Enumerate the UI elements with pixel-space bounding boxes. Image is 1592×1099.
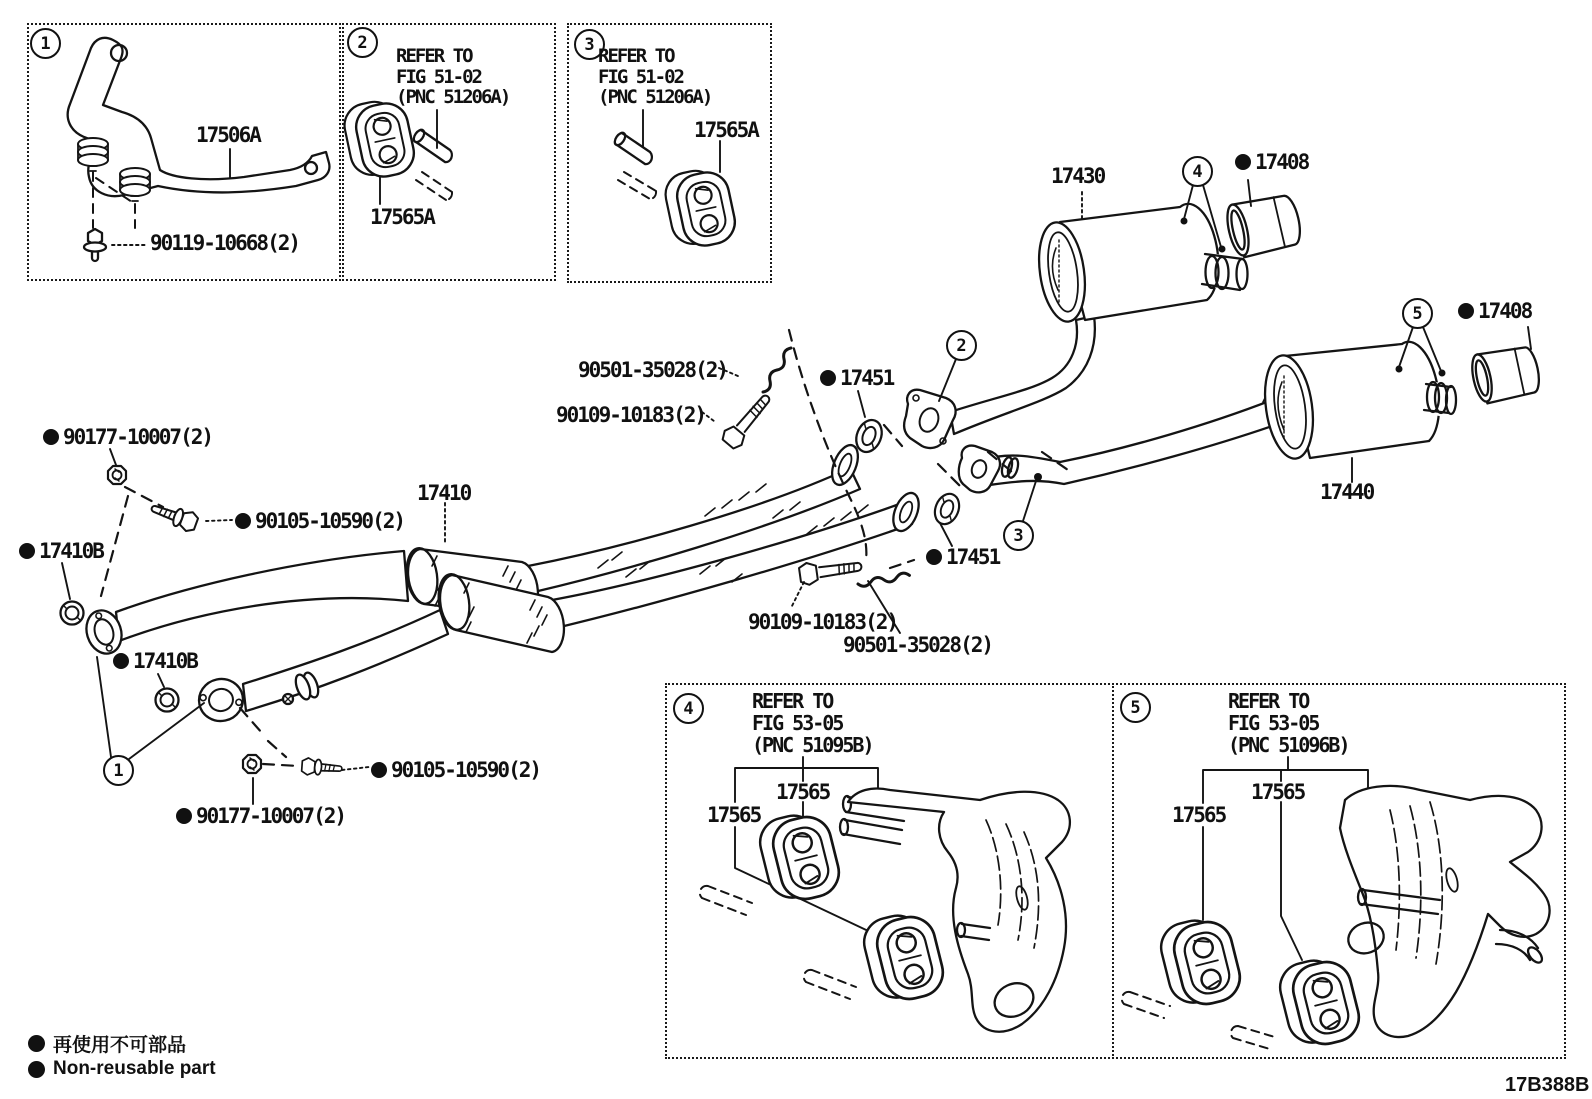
part-label-17506A[interactable]: 17506A (196, 123, 260, 147)
tailpipe-tip-17408-lower (1469, 343, 1543, 405)
callout-5-box[interactable]: 5 (1120, 692, 1151, 723)
non-reusable-dot (19, 543, 35, 559)
part-label-17565-box4-a[interactable]: 17565 (776, 780, 830, 804)
part-label-17565-box4-b[interactable]: 17565 (707, 803, 761, 827)
muffler-17440-inlet-pipe (980, 400, 1278, 486)
non-reusable-dot (28, 1035, 45, 1052)
non-reusable-dot (176, 808, 192, 824)
callout-5-main[interactable]: 5 (1402, 298, 1433, 329)
refer-note-box3: REFER TO FIG 51-02 (PNC 51206A) (598, 45, 712, 108)
refer-note-box5: REFER TO FIG 53-05 (PNC 51096B) (1228, 689, 1349, 757)
part-label-17440[interactable]: 17440 (1320, 480, 1374, 504)
part-label-17430[interactable]: 17430 (1051, 164, 1105, 188)
part-label-90119-10668[interactable]: 90119-10668(2) (150, 231, 300, 255)
callout-4-box[interactable]: 4 (673, 693, 704, 724)
part-label-17451-upper[interactable]: 17451 (820, 367, 893, 389)
muffler-17440-drawing (1259, 342, 1456, 462)
part-label-90105-lower[interactable]: 90105-10590(2) (371, 759, 540, 781)
part-label-17410[interactable]: 17410 (417, 481, 471, 505)
callout-3-box[interactable]: 3 (574, 29, 605, 60)
non-reusable-dot (820, 370, 836, 386)
callout-1-main[interactable]: 1 (103, 755, 134, 786)
part-label-90177-upper[interactable]: 90177-10007(2) (43, 426, 212, 448)
non-reusable-dot (235, 513, 251, 529)
refer-note-box4: REFER TO FIG 53-05 (PNC 51095B) (752, 689, 873, 757)
non-reusable-dot (28, 1061, 45, 1078)
detail-box-4 (665, 683, 1114, 1059)
part-label-90109-upper[interactable]: 90109-10183(2) (556, 403, 706, 427)
page-code: 17B388B (1505, 1074, 1590, 1096)
part-label-17565-box5-b[interactable]: 17565 (1172, 803, 1226, 827)
non-reusable-dot (926, 549, 942, 565)
part-label-17565A-box3[interactable]: 17565A (694, 118, 758, 142)
callout-2-box[interactable]: 2 (347, 27, 378, 58)
non-reusable-dot (1235, 154, 1251, 170)
part-label-90177-lower[interactable]: 90177-10007(2) (176, 805, 345, 827)
part-label-17565A-box2[interactable]: 17565A (370, 205, 434, 229)
callout-4-main[interactable]: 4 (1182, 156, 1213, 187)
part-label-90109-lower[interactable]: 90109-10183(2) (748, 610, 898, 634)
callout-1-box[interactable]: 1 (30, 28, 61, 59)
non-reusable-dot (113, 653, 129, 669)
part-label-90501-lower[interactable]: 90501-35028(2) (843, 633, 993, 657)
callout-2-main[interactable]: 2 (946, 330, 977, 361)
muffler-17430-drawing (1033, 204, 1247, 325)
part-label-17565-box5-a[interactable]: 17565 (1251, 780, 1305, 804)
part-label-90501-upper[interactable]: 90501-35028(2) (578, 358, 728, 382)
part-label-17451-lower[interactable]: 17451 (926, 546, 999, 568)
non-reusable-dot (371, 762, 387, 778)
legend-non-reusable-en: Non-reusable part (28, 1058, 216, 1080)
part-label-17410B-lower[interactable]: 17410B (113, 650, 197, 672)
part-label-17408-lower[interactable]: 17408 (1458, 300, 1531, 322)
non-reusable-dot (1458, 303, 1474, 319)
refer-note-box2: REFER TO FIG 51-02 (PNC 51206A) (396, 45, 510, 108)
part-label-17410B-upper[interactable]: 17410B (19, 540, 103, 562)
legend-non-reusable-jp: 再使用不可部品 (28, 1030, 186, 1057)
part-label-90105-upper[interactable]: 90105-10590(2) (235, 510, 404, 532)
tailpipe-tip-17408-upper (1223, 191, 1304, 259)
part-label-17408-upper[interactable]: 17408 (1235, 151, 1308, 173)
callout-3-main[interactable]: 3 (1003, 520, 1034, 551)
non-reusable-dot (43, 429, 59, 445)
